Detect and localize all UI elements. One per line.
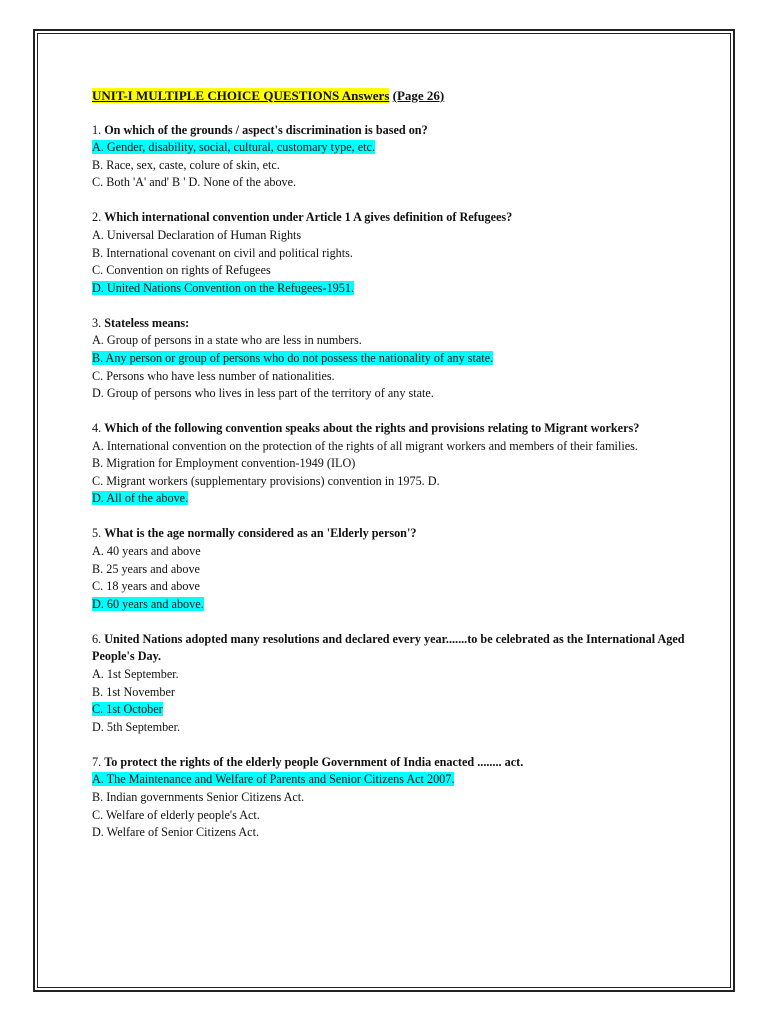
- option-text: A. Group of persons in a state who are less in numbers.: [92, 333, 362, 348]
- question-line: [92, 122, 692, 140]
- option-text: A. Gender, disability, social, cultural, customary type, etc.: [92, 140, 376, 155]
- option-text: D. 5th September.: [92, 719, 181, 734]
- question-text: To protect the rights of the elderly people Government of India enacted ........ act.: [104, 754, 524, 769]
- question-number: 4.: [92, 421, 102, 436]
- answer-option: [92, 473, 692, 491]
- question-block: [92, 209, 692, 297]
- answer-option: [92, 385, 692, 403]
- answer-option-correct: [92, 701, 692, 719]
- option-text: D. United Nations Convention on the Refugees-1951.: [92, 280, 354, 295]
- question-number: 5.: [92, 526, 102, 541]
- title-page-ref: (Page 26): [392, 88, 445, 103]
- option-text: B. Race, sex, caste, colure of skin, etc.: [92, 157, 280, 172]
- page-title: [92, 87, 692, 105]
- question-block: [92, 315, 692, 403]
- option-text: B. Any person or group of persons who do not possess the nationality of any state.: [92, 350, 494, 365]
- answer-option: [92, 543, 692, 561]
- question-text: On which of the grounds / aspect's discrimination is based on?: [104, 122, 428, 137]
- answer-option-correct: [92, 350, 692, 368]
- answer-option: [92, 561, 692, 579]
- option-text: C. 1st October: [92, 702, 163, 717]
- option-text: C. Convention on rights of Refugees: [92, 263, 271, 278]
- answer-option: [92, 578, 692, 596]
- answer-option: [92, 157, 692, 175]
- question-list: [92, 122, 692, 842]
- question-number: 7.: [92, 754, 102, 769]
- answer-option: [92, 245, 692, 263]
- answer-option: [92, 684, 692, 702]
- question-block: [92, 122, 692, 192]
- option-text: B. 25 years and above: [92, 561, 200, 576]
- question-line: [92, 631, 692, 666]
- question-number: 2.: [92, 210, 102, 225]
- question-line: [92, 420, 692, 438]
- question-block: [92, 420, 692, 508]
- option-text: A. 40 years and above: [92, 544, 201, 559]
- answer-option-correct: [92, 490, 692, 508]
- title-text: UNIT-I MULTIPLE CHOICE QUESTIONS Answers: [92, 88, 390, 103]
- option-text: C. Persons who have less number of nationalities.: [92, 368, 335, 383]
- answer-option: [92, 455, 692, 473]
- answer-option: [92, 807, 692, 825]
- answer-option: [92, 227, 692, 245]
- option-text: D. All of the above.: [92, 491, 189, 506]
- question-line: [92, 209, 692, 227]
- option-text: A. The Maintenance and Welfare of Parents and Senior Citizens Act 2007.: [92, 772, 455, 787]
- question-number: 6.: [92, 631, 102, 646]
- question-line: [92, 315, 692, 333]
- question-number: 1.: [92, 122, 102, 137]
- option-text: A. Universal Declaration of Human Rights: [92, 227, 302, 242]
- question-block: [92, 631, 692, 737]
- answer-option: [92, 332, 692, 350]
- question-text: Which international convention under Article 1 A gives definition of Refugees?: [104, 210, 513, 225]
- answer-option: [92, 824, 692, 842]
- question-block: [92, 525, 692, 613]
- question-text: United Nations adopted many resolutions and declared every year.......to be celebrated as the International Aged People's Day.: [92, 631, 685, 664]
- answer-option-correct: [92, 771, 692, 789]
- option-text: C. Migrant workers (supplementary provisions) convention in 1975. D.: [92, 473, 440, 488]
- option-text: A. International convention on the protection of the rights of all migrant workers and members of their families.: [92, 438, 638, 453]
- option-text: A. 1st September.: [92, 666, 179, 681]
- answer-option: [92, 174, 692, 192]
- option-text: B. 1st November: [92, 684, 175, 699]
- question-block: [92, 754, 692, 842]
- document-body: [92, 87, 692, 859]
- option-text: C. Welfare of elderly people's Act.: [92, 807, 260, 822]
- answer-option: [92, 368, 692, 386]
- answer-option-correct: [92, 596, 692, 614]
- question-number: 3.: [92, 315, 102, 330]
- answer-option: [92, 438, 692, 456]
- option-text: B. International covenant on civil and political rights.: [92, 245, 353, 260]
- answer-option: [92, 719, 692, 737]
- answer-option: [92, 262, 692, 280]
- option-text: C. 18 years and above: [92, 579, 200, 594]
- answer-option: [92, 789, 692, 807]
- answer-option-correct: [92, 139, 692, 157]
- option-text: C. Both 'A' and' B ' D. None of the above.: [92, 175, 297, 190]
- question-text: Stateless means:: [104, 315, 190, 330]
- option-text: D. 60 years and above.: [92, 596, 204, 611]
- option-text: D. Group of persons who lives in less part of the territory of any state.: [92, 386, 434, 401]
- option-text: B. Indian governments Senior Citizens Act.: [92, 789, 305, 804]
- option-text: D. Welfare of Senior Citizens Act.: [92, 825, 260, 840]
- answer-option-correct: [92, 280, 692, 298]
- option-text: B. Migration for Employment convention-1949 (ILO): [92, 456, 356, 471]
- question-text: Which of the following convention speaks about the rights and provisions relating to Migrant workers?: [104, 421, 640, 436]
- answer-option: [92, 666, 692, 684]
- question-line: [92, 525, 692, 543]
- question-line: [92, 754, 692, 772]
- question-text: What is the age normally considered as an 'Elderly person'?: [104, 526, 417, 541]
